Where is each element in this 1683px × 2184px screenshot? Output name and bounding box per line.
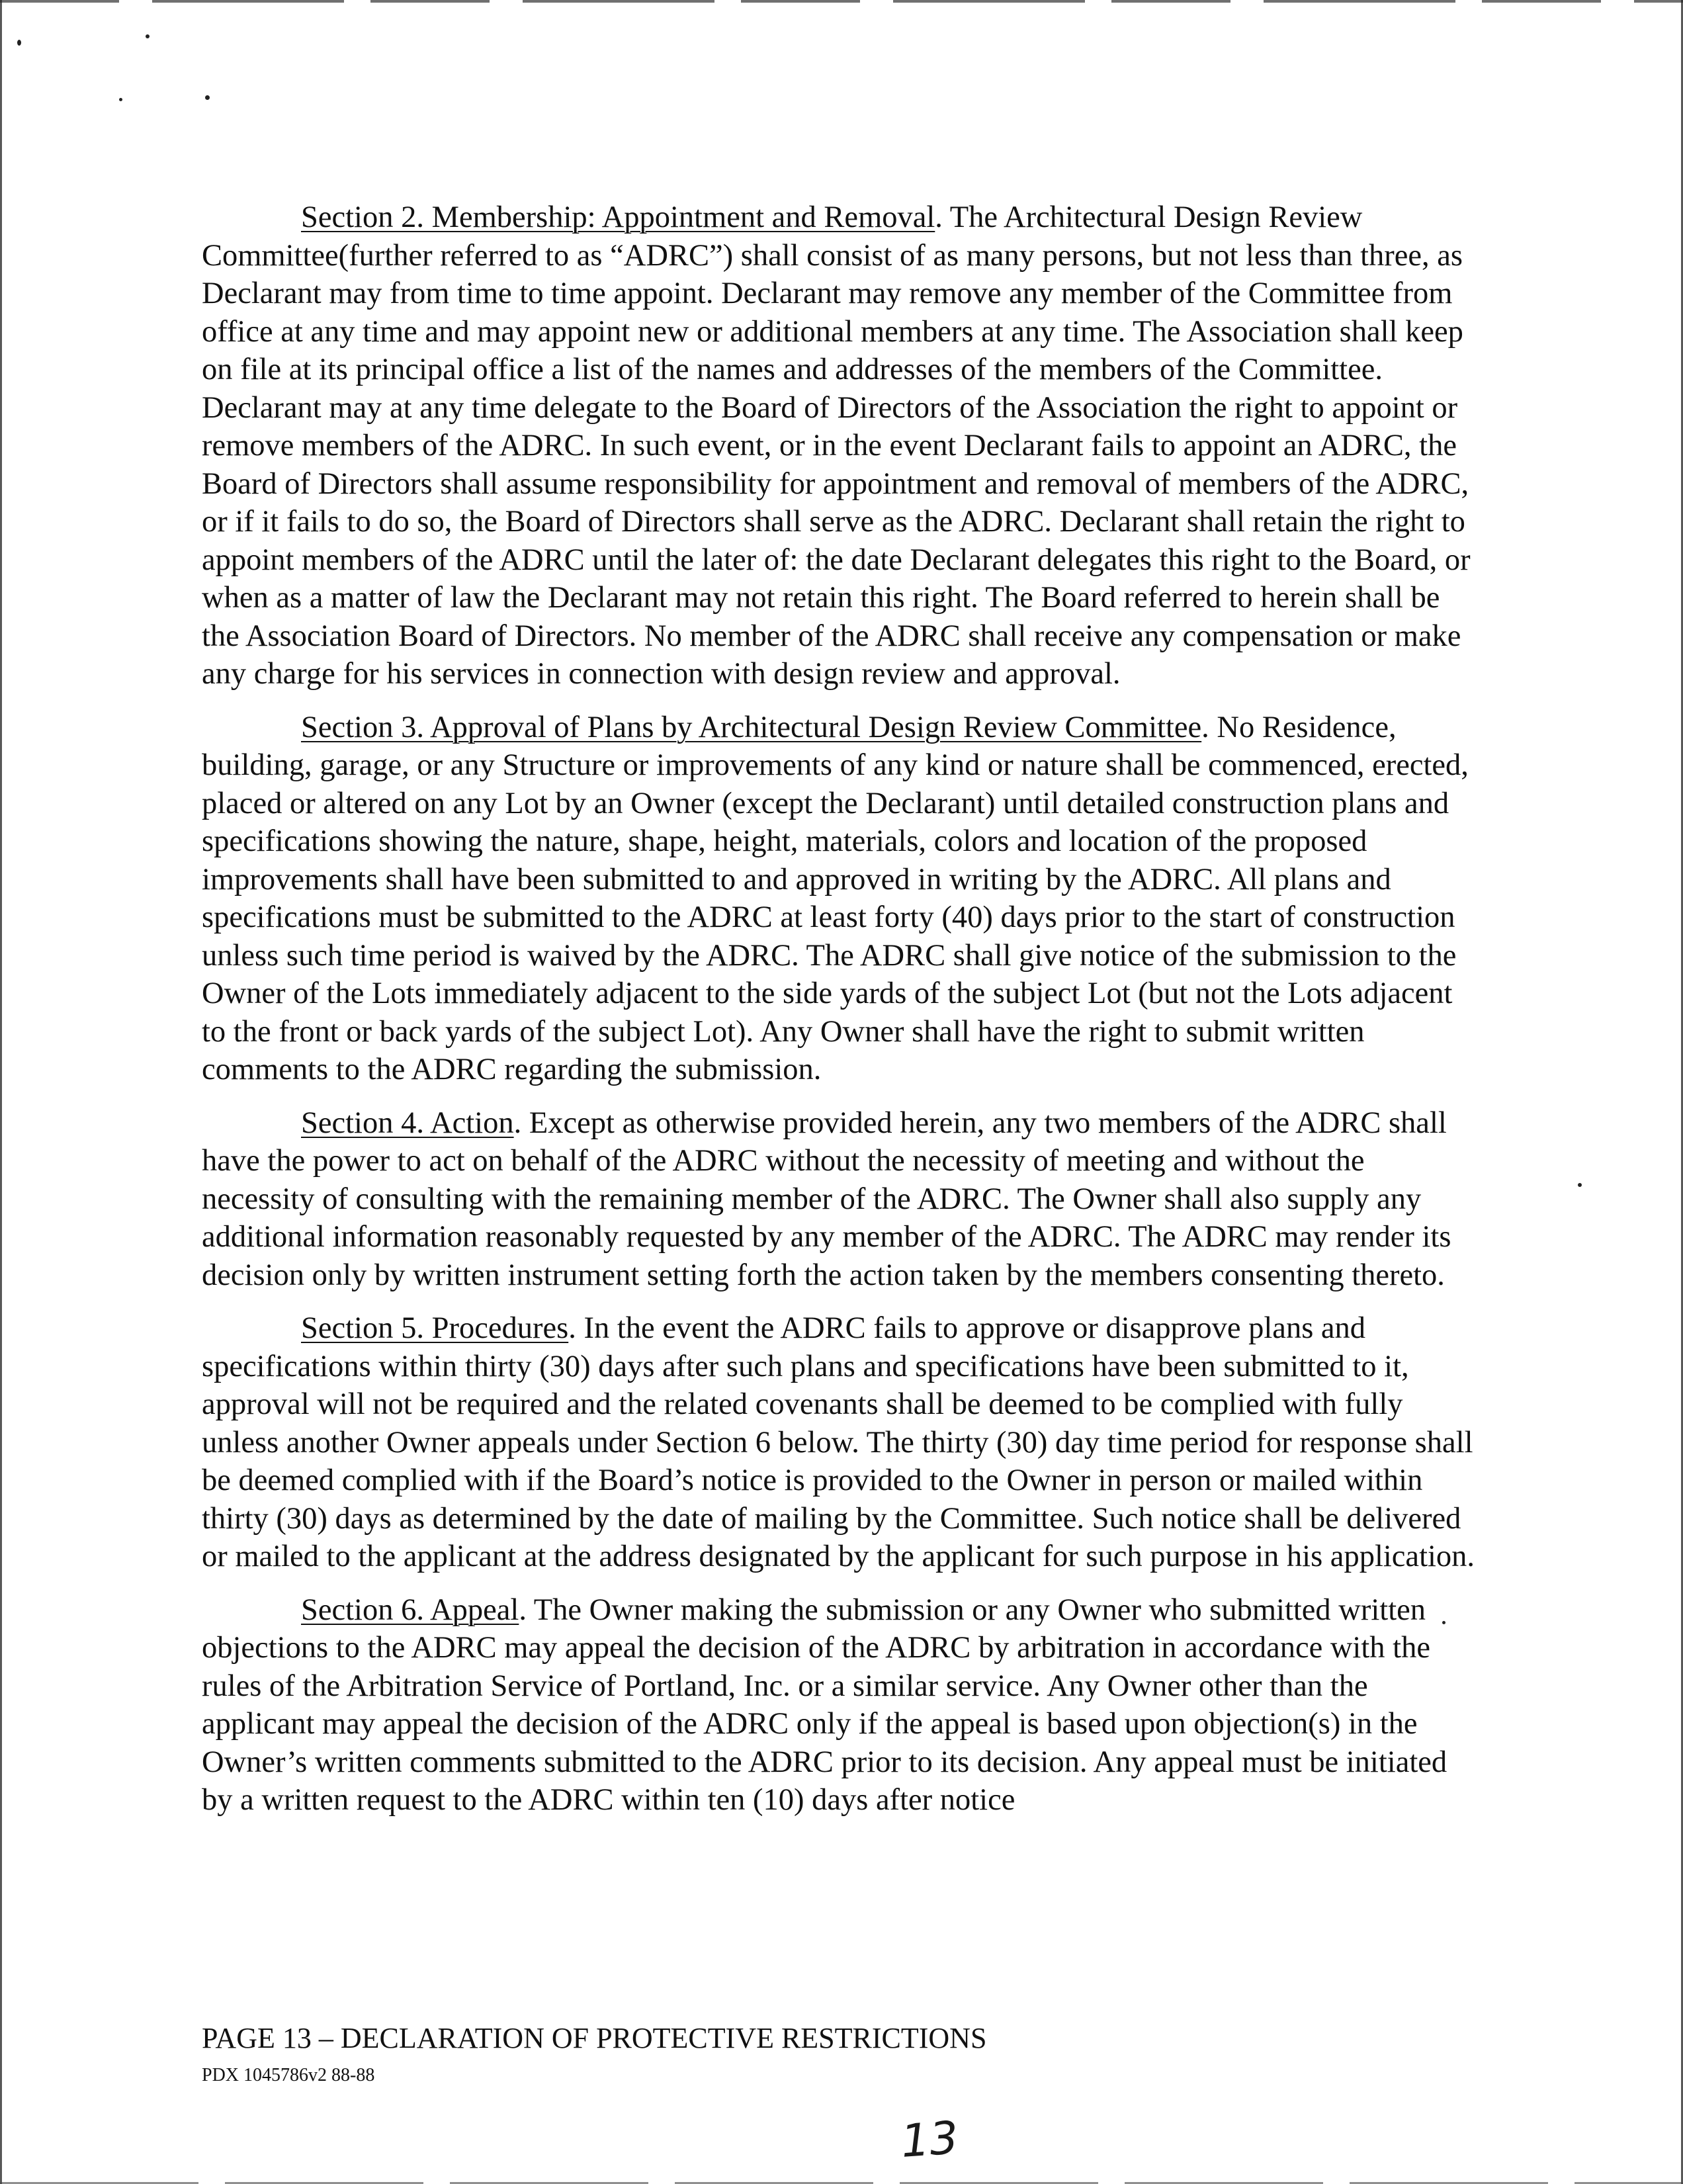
section-3-heading: Section 3. Approval of Plans by Architectural Design Review Committee: [301, 710, 1202, 744]
section-5-paragraph: [202, 1309, 1482, 1576]
section-4-heading: Section 4. Action: [301, 1106, 514, 1140]
section-6-heading: Section 6. Appeal: [301, 1593, 519, 1627]
section-6-text: . The Owner making the submission or any Owner who submitted written objections to the ADRC may appeal the decision of the ADRC by arbitration in accordance with the rules of the Arbitration Service of Portland, Inc. or a similar service. Any Owner other than the applicant may appeal the decision of the ADRC only if the appeal is based upon objection(s) in the Owner’s written comments submitted to the ADRC prior to its decision. Any appeal must be initiated by a written request to the ADRC within ten (10) days after notice: [202, 1593, 1447, 1817]
section-2-paragraph: [202, 198, 1482, 693]
document-id: PDX 1045786v2 88-88: [202, 2065, 375, 2085]
section-2-text: . The Architectural Design Review Committee(further referred to as “ADRC”) shall consist of as many persons, but not less than three, as Declarant may from time to time appoint. Declarant may remove any member of the Committee from office at any time and may appoint new or additional members at any time. The Association shall keep on file at its principal office a list of the names and addresses of the members of the Committee. Declarant may at any time delegate to the Board of Directors of the Association the right to appoint or remove members of the ADRC. In such event, or in the event Declarant fails to appoint an ADRC, the Board of Directors shall assume responsibility for appointment and removal of members of the ADRC, or if it fails to do so, the Board of Directors shall serve as the ADRC. Declarant shall retain the right to appoint members of the ADRC until the later of: the date Declarant delegates this right to the Board, or when as a matter of law the Declarant may not retain this right. The Board referred to herein shall be the Association Board of Directors. No member of the ADRC shall receive any compensation or make any charge for his services in connection with design review and approval.: [202, 200, 1471, 691]
scan-speck: [119, 98, 122, 101]
section-3-text: . No Residence, building, garage, or any Structure or improvements of any kind or nature shall be commenced, erected, placed or altered on any Lot by an Owner (except the Declarant) until detailed construction plans and specifications showing the nature, shape, height, materials, colors and location of the proposed improvements shall have been submitted to and approved in writing by the ADRC. All plans and specifications must be submitted to the ADRC at least forty (40) days prior to the start of construction unless such time period is waived by the ADRC. The ADRC shall give notice of the submission to the Owner of the Lots immediately adjacent to the side yards of the subject Lot (but not the Lots adjacent to the front or back yards of the subject Lot). Any Owner shall have the right to submit written comments to the ADRC regarding the submission.: [202, 710, 1469, 1086]
section-4-text: . Except as otherwise provided herein, any two members of the ADRC shall have the power to act on behalf of the ADRC without the necessity of meeting and without the necessity of consulting with the remaining member of the ADRC. The Owner shall also supply any additional information reasonably requested by any member of the ADRC. The ADRC may render its decision only by written instrument setting forth the action taken by the members consenting thereto.: [202, 1106, 1451, 1292]
page-footer-title: PAGE 13 – DECLARATION OF PROTECTIVE RESTRICTIONS: [202, 2022, 987, 2054]
section-4-paragraph: [202, 1104, 1482, 1295]
scan-left-edge: [0, 0, 2, 2184]
scan-speck: [1578, 1183, 1582, 1187]
section-2-heading: Section 2. Membership: Appointment and Removal: [301, 200, 935, 234]
handwritten-page-number: 13: [899, 2112, 961, 2168]
document-body: [202, 198, 1482, 1835]
section-5-heading: Section 5. Procedures: [301, 1311, 569, 1345]
scan-speck: [146, 34, 150, 38]
scan-speck: [205, 95, 210, 100]
section-6-paragraph: [202, 1591, 1482, 1819]
section-5-text: . In the event the ADRC fails to approve or disapprove plans and specifications within thirty (30) days after such plans and specifications have been submitted to it, approval will not be required and the related covenants shall be deemed to be complied with fully unless another Owner appeals under Section 6 below. The thirty (30) day time period for response shall be deemed complied with if the Board’s notice is provided to the Owner in person or mailed within thirty (30) days as determined by the date of mailing by the Committee. Such notice shall be delivered or mailed to the applicant at the address designated by the applicant for such purpose in his application.: [202, 1311, 1475, 1573]
section-3-paragraph: [202, 709, 1482, 1089]
scan-top-edge: [0, 0, 1683, 3]
scan-speck: [17, 40, 21, 46]
